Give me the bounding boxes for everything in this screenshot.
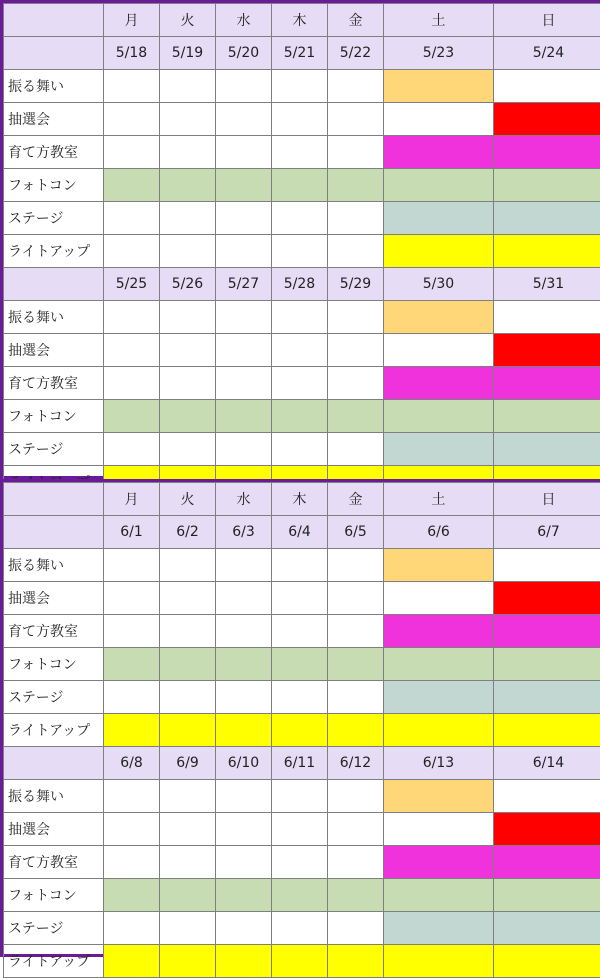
weekday-header-cell: 土 [384, 4, 494, 37]
schedule-cell-yellow [272, 714, 328, 747]
schedule-cell-green [160, 400, 216, 433]
event-row [4, 714, 600, 747]
schedule-cell-bluegray [384, 202, 494, 235]
event-row [4, 169, 600, 202]
event-label: 振る舞い [4, 301, 104, 334]
date-header-cell: 6/3 [216, 516, 272, 549]
event-label: 育て方教室 [4, 615, 104, 648]
date-header-cell: 5/22 [328, 37, 384, 70]
schedule-cell [160, 202, 216, 235]
schedule-cell-bluegray [384, 681, 494, 714]
date-header-cell: 6/13 [384, 747, 494, 780]
weekday-header-cell: 土 [384, 483, 494, 516]
date-header-row [4, 516, 600, 549]
schedule-cell [272, 780, 328, 813]
date-row-corner-cell [4, 268, 104, 301]
event-row [4, 367, 600, 400]
date-header-cell: 6/4 [272, 516, 328, 549]
schedule-cell [160, 235, 216, 268]
schedule-cell-yellow [328, 714, 384, 747]
schedule-cell-orange [384, 780, 494, 813]
event-label: ライトアップ [4, 235, 104, 268]
schedule-cell [272, 136, 328, 169]
date-header-cell: 6/5 [328, 516, 384, 549]
schedule-cell [328, 235, 384, 268]
event-row [4, 879, 600, 912]
weekday-header-row [4, 4, 600, 37]
weekday-header-cell: 月 [104, 4, 160, 37]
schedule-cell [160, 367, 216, 400]
event-label: 抽選会 [4, 582, 104, 615]
schedule-cell-red [494, 813, 600, 846]
event-label: 振る舞い [4, 780, 104, 813]
schedule-cell [160, 582, 216, 615]
event-label: 育て方教室 [4, 846, 104, 879]
event-label: フォトコン [4, 169, 104, 202]
weekday-header-cell: 木 [272, 4, 328, 37]
schedule-cell [160, 912, 216, 945]
schedule-cell [384, 813, 494, 846]
schedule-cell [216, 367, 272, 400]
date-header-cell: 6/7 [494, 516, 600, 549]
weekday-header-cell: 木 [272, 483, 328, 516]
schedule-cell [160, 846, 216, 879]
schedule-cell [216, 235, 272, 268]
schedule-cell [216, 780, 272, 813]
event-label: フォトコン [4, 648, 104, 681]
schedule-cell-green [216, 648, 272, 681]
event-label: フォトコン [4, 400, 104, 433]
schedule-cell-green [272, 879, 328, 912]
schedule-cell [272, 301, 328, 334]
schedule-cell [272, 813, 328, 846]
event-label: ステージ [4, 912, 104, 945]
schedule-cell [272, 202, 328, 235]
schedule-cell [328, 136, 384, 169]
schedule-cell [328, 549, 384, 582]
date-header-cell: 5/21 [272, 37, 328, 70]
schedule-cell [104, 367, 160, 400]
schedule-cell-bluegray [384, 433, 494, 466]
schedule-cell [328, 582, 384, 615]
event-row [4, 301, 600, 334]
schedule-cell-red [494, 582, 600, 615]
schedule-cell-magenta [384, 846, 494, 879]
schedule-cell-green [384, 648, 494, 681]
weekday-header-cell: 水 [216, 4, 272, 37]
schedule-cell [104, 582, 160, 615]
schedule-cell [328, 202, 384, 235]
schedule-cell-green [494, 400, 600, 433]
schedule-cell [272, 103, 328, 136]
date-row-corner-cell [4, 37, 104, 70]
schedule-cell [272, 549, 328, 582]
date-header-row [4, 268, 600, 301]
schedule-cell-green [494, 648, 600, 681]
schedule-cell [216, 202, 272, 235]
date-header-cell: 6/2 [160, 516, 216, 549]
schedule-cell [216, 70, 272, 103]
schedule-cell-yellow [384, 235, 494, 268]
schedule-cell [494, 70, 600, 103]
schedule-cell-yellow [160, 714, 216, 747]
date-header-cell: 6/10 [216, 747, 272, 780]
schedule-cell-green [160, 879, 216, 912]
schedule-cell-yellow [104, 945, 160, 978]
schedule-cell-yellow [328, 945, 384, 978]
schedule-cell-green [384, 400, 494, 433]
weekday-header-cell: 金 [328, 483, 384, 516]
schedule-cell-orange [384, 301, 494, 334]
schedule-cell [272, 912, 328, 945]
schedule-cell-green [384, 879, 494, 912]
schedule-cell-green [328, 169, 384, 202]
schedule-cell [328, 813, 384, 846]
schedule-cell-green [216, 169, 272, 202]
event-label: 育て方教室 [4, 367, 104, 400]
event-row [4, 846, 600, 879]
schedule-cell [216, 846, 272, 879]
event-row [4, 549, 600, 582]
date-header-cell: 5/19 [160, 37, 216, 70]
schedule-cell [272, 615, 328, 648]
schedule-cell-green [384, 169, 494, 202]
date-header-cell: 6/8 [104, 747, 160, 780]
event-label: 抽選会 [4, 103, 104, 136]
schedule-cell [328, 846, 384, 879]
event-label: 抽選会 [4, 334, 104, 367]
event-label: ライトアップ [4, 945, 104, 978]
schedule-cell-green [216, 879, 272, 912]
schedule-cell [160, 433, 216, 466]
schedule-cell-red [494, 334, 600, 367]
weekday-header-cell: 水 [216, 483, 272, 516]
schedule-cell [272, 70, 328, 103]
schedule-cell-green [104, 879, 160, 912]
schedule-cell [494, 780, 600, 813]
date-header-cell: 5/27 [216, 268, 272, 301]
date-header-cell: 6/1 [104, 516, 160, 549]
schedule-cell [328, 334, 384, 367]
schedule-cell [328, 301, 384, 334]
schedule-cell [272, 367, 328, 400]
schedule-cell-green [494, 879, 600, 912]
schedule-cell [160, 780, 216, 813]
schedule-cell [104, 433, 160, 466]
schedule-cell [384, 334, 494, 367]
schedule-cell-green [216, 400, 272, 433]
schedule-cell [272, 681, 328, 714]
weekday-header-cell: 日 [494, 483, 600, 516]
schedule-cell [160, 813, 216, 846]
date-header-cell: 6/6 [384, 516, 494, 549]
schedule-cell-yellow [384, 945, 494, 978]
date-header-cell: 5/18 [104, 37, 160, 70]
event-row [4, 681, 600, 714]
schedule-cell [328, 70, 384, 103]
schedule-cell [160, 681, 216, 714]
schedule-cell [216, 813, 272, 846]
schedule-cell-green [328, 400, 384, 433]
weekday-header-cell: 火 [160, 4, 216, 37]
event-row [4, 136, 600, 169]
schedule-cell [328, 780, 384, 813]
date-header-cell: 5/26 [160, 268, 216, 301]
schedule-cell [104, 912, 160, 945]
schedule-panel-1 [0, 0, 600, 479]
event-label: 抽選会 [4, 813, 104, 846]
schedule-cell-bluegray [384, 912, 494, 945]
schedule-cell [216, 433, 272, 466]
schedule-cell-green [272, 169, 328, 202]
date-header-row [4, 747, 600, 780]
schedule-cell-magenta [384, 367, 494, 400]
schedule-table-2 [3, 482, 600, 978]
schedule-cell [104, 301, 160, 334]
schedule-cell [216, 334, 272, 367]
schedule-cell [104, 70, 160, 103]
schedule-cell [216, 103, 272, 136]
schedule-cell [216, 615, 272, 648]
weekday-header-cell: 金 [328, 4, 384, 37]
schedule-cell [104, 780, 160, 813]
date-header-cell: 5/20 [216, 37, 272, 70]
event-row [4, 235, 600, 268]
schedule-cell [328, 103, 384, 136]
schedule-cell-red [494, 103, 600, 136]
weekday-header-cell: 月 [104, 483, 160, 516]
date-header-cell: 6/9 [160, 747, 216, 780]
schedule-cell-magenta [494, 136, 600, 169]
schedule-cell [104, 202, 160, 235]
date-header-cell: 5/29 [328, 268, 384, 301]
schedule-cell [104, 549, 160, 582]
schedule-cell-orange [384, 70, 494, 103]
event-row [4, 103, 600, 136]
schedule-cell-magenta [494, 615, 600, 648]
schedule-cell [328, 367, 384, 400]
event-label: ステージ [4, 433, 104, 466]
event-label: ステージ [4, 681, 104, 714]
schedule-cell-green [104, 169, 160, 202]
schedule-cell [160, 334, 216, 367]
schedule-cell [216, 301, 272, 334]
schedule-cell-yellow [160, 945, 216, 978]
event-row [4, 945, 600, 978]
weekday-header-cell: 火 [160, 483, 216, 516]
schedule-cell-green [328, 879, 384, 912]
schedule-cell-yellow [104, 714, 160, 747]
header-corner-cell [4, 483, 104, 516]
schedule-cell-bluegray [494, 433, 600, 466]
schedule-cell [104, 103, 160, 136]
schedule-cell [494, 301, 600, 334]
schedule-cell [160, 549, 216, 582]
event-row [4, 615, 600, 648]
date-row-corner-cell [4, 747, 104, 780]
schedule-cell [328, 681, 384, 714]
schedule-cell [494, 549, 600, 582]
schedule-cell-yellow [216, 714, 272, 747]
event-label: 育て方教室 [4, 136, 104, 169]
event-label: 振る舞い [4, 70, 104, 103]
date-header-cell: 5/28 [272, 268, 328, 301]
event-row [4, 648, 600, 681]
schedule-cell [216, 549, 272, 582]
schedule-cell [272, 846, 328, 879]
date-header-cell: 5/30 [384, 268, 494, 301]
schedule-cell-green [272, 648, 328, 681]
schedule-cell [272, 235, 328, 268]
date-header-cell: 6/12 [328, 747, 384, 780]
schedule-cell [104, 846, 160, 879]
schedule-panel-2 [0, 479, 600, 957]
schedule-cell-magenta [384, 136, 494, 169]
schedule-cell [384, 582, 494, 615]
schedule-cell-green [160, 169, 216, 202]
schedule-cell [104, 615, 160, 648]
event-label: ステージ [4, 202, 104, 235]
schedule-cell-magenta [494, 367, 600, 400]
schedule-cell [160, 615, 216, 648]
schedule-cell-green [160, 648, 216, 681]
schedule-cell [216, 912, 272, 945]
schedule-cell-yellow [384, 714, 494, 747]
schedule-cell [272, 334, 328, 367]
schedule-cell [160, 70, 216, 103]
schedule-cell [272, 582, 328, 615]
schedule-cell [160, 136, 216, 169]
schedule-cell [328, 433, 384, 466]
event-row [4, 70, 600, 103]
event-row [4, 433, 600, 466]
date-header-cell: 5/25 [104, 268, 160, 301]
schedule-cell-yellow [494, 945, 600, 978]
date-header-cell: 6/11 [272, 747, 328, 780]
schedule-cell-green [104, 648, 160, 681]
schedule-cell-yellow [272, 945, 328, 978]
date-header-cell: 5/31 [494, 268, 600, 301]
event-row [4, 813, 600, 846]
date-row-corner-cell [4, 516, 104, 549]
event-row [4, 780, 600, 813]
schedule-cell [104, 334, 160, 367]
schedule-cell [104, 813, 160, 846]
schedule-cell [328, 912, 384, 945]
schedule-cell-orange [384, 549, 494, 582]
schedule-table-1 [3, 3, 600, 499]
schedule-cell [216, 136, 272, 169]
schedule-cell-yellow [494, 235, 600, 268]
schedule-cell [328, 615, 384, 648]
event-label: 振る舞い [4, 549, 104, 582]
schedule-cell [160, 103, 216, 136]
schedule-cell-bluegray [494, 202, 600, 235]
header-corner-cell [4, 4, 104, 37]
weekday-header-row [4, 483, 600, 516]
event-label: フォトコン [4, 879, 104, 912]
schedule-cell [104, 681, 160, 714]
schedule-cell-yellow [494, 714, 600, 747]
event-row [4, 912, 600, 945]
schedule-cell [216, 582, 272, 615]
schedule-cell-bluegray [494, 912, 600, 945]
date-header-cell: 5/24 [494, 37, 600, 70]
event-row [4, 582, 600, 615]
event-row [4, 400, 600, 433]
event-row [4, 202, 600, 235]
schedule-cell [216, 681, 272, 714]
schedule-cell-green [328, 648, 384, 681]
weekday-header-cell: 日 [494, 4, 600, 37]
date-header-cell: 6/14 [494, 747, 600, 780]
schedule-cell [384, 103, 494, 136]
schedule-cell-green [104, 400, 160, 433]
schedule-cell-magenta [494, 846, 600, 879]
schedule-cell-yellow [216, 945, 272, 978]
schedule-cell-green [494, 169, 600, 202]
schedule-cell [104, 235, 160, 268]
schedule-cell-green [272, 400, 328, 433]
schedule-cell [272, 433, 328, 466]
schedule-cell-magenta [384, 615, 494, 648]
date-header-cell: 5/23 [384, 37, 494, 70]
event-row [4, 334, 600, 367]
schedule-cell-bluegray [494, 681, 600, 714]
schedule-cell [104, 136, 160, 169]
event-label: ライトアップ [4, 714, 104, 747]
schedule-cell [160, 301, 216, 334]
date-header-row [4, 37, 600, 70]
